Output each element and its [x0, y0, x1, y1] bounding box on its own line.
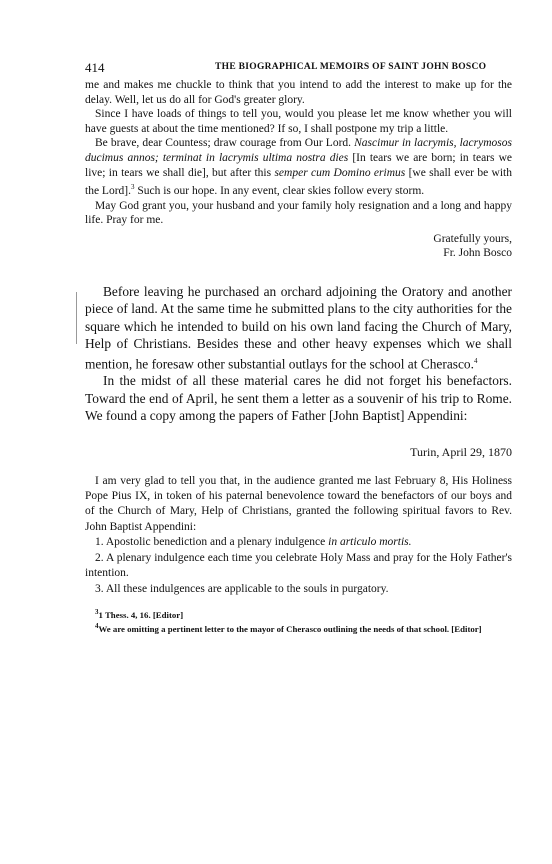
main-text	[85, 283, 512, 425]
latin-quote-1: Nascimur in lacrymis, lacrymosos ducimus annos; terminat in lacrymis ultima nostra dies	[85, 137, 512, 164]
footnote-4	[85, 621, 512, 635]
footnote-ref-3: 3	[130, 183, 135, 192]
body-p1-text: Before leaving he purchased an orchard adjoining the Oratory and another piece of land. At the same time he submitted plans to the city authorities for the square which he intended to build on his own land facing the Church of Mary, Help of Christians. Besides these and other heavy expenses which we shall mention, he foresaw other substantial outlays for the school at Cherasco.	[85, 283, 512, 372]
letter1-paragraph-3	[85, 136, 512, 198]
latin-quote-2: semper cum Domino erimus	[274, 166, 406, 179]
body-paragraph-1	[85, 283, 512, 373]
footnote-3	[85, 607, 512, 621]
item1-text: 1. Apostolic benediction and a plenary indulgence	[95, 536, 329, 549]
closing: Gratefully yours,	[433, 232, 512, 245]
running-head: THE BIOGRAPHICAL MEMOIRS OF SAINT JOHN BOSCO	[215, 62, 487, 72]
indulgence-item-3: 3. All these indulgences are applicable to the souls in purgatory.	[95, 582, 389, 595]
letter1-signoff	[85, 232, 512, 261]
body-paragraph-2: In the midst of all these material cares he did not forget his benefactors. Toward the end of April, he sent them a letter as a souvenir of his trip to Rome. We found a copy among the papers of Father [John Baptist] Appendini:	[85, 373, 512, 424]
indulgence-item-2: 2. A plenary indulgence each time you celebrate Holy Mass and pray for the Holy Father's intention.	[85, 551, 512, 580]
letter1-p3-text-d: Such is our hope. In any event, clear skies follow every storm.	[134, 184, 425, 197]
letter2-paragraph-1: I am very glad to tell you that, in the audience granted me last February 8, His Holiness Pope Pius IX, in token of his paternal benevolence toward the benefactors of our boys and of the Church of Mary, Help of Christians, granted the following spiritual favors to Rev. John Baptist Appendini:	[85, 474, 512, 533]
footnote-ref-4: 4	[473, 356, 478, 365]
footnote-4-text: We are omitting a pertinent letter to the mayor of Cherasco outlining the needs of that school. [Editor]	[98, 623, 482, 634]
letter-to-countess	[85, 78, 512, 261]
footnote-3-mark: 3	[95, 607, 99, 616]
footnote-4-mark: 4	[95, 622, 99, 631]
page	[85, 60, 512, 635]
page-number: 414	[85, 60, 105, 75]
letter1-p3-text-a: Be brave, dear Countess; draw courage from Our Lord.	[95, 137, 355, 150]
letter2-date: Turin, April 29, 1870	[410, 444, 512, 459]
indulgence-item-1	[85, 535, 512, 550]
item1-latin: in articulo mortis.	[328, 536, 412, 549]
letter1-paragraph-4: May God grant you, your husband and your family holy resignation and a long and happy life. Pray for me.	[85, 199, 512, 227]
letter-to-benefactors	[85, 474, 512, 597]
letter1-paragraph-2: Since I have loads of things to tell you, would you please let me know whether you will have guests at about the time mentioned? If so, I shall postpone my trip a little.	[85, 108, 512, 135]
letter1-p3-text-b: [In tears we are born; in tears we live; in tears we shall die], but after this	[85, 151, 513, 179]
footnotes	[85, 607, 512, 635]
letter1-p3-text-c: [we shall ever be with the Lord].	[85, 166, 513, 197]
page-header	[85, 60, 512, 78]
signature: Fr. John Bosco	[443, 247, 512, 260]
letter1-paragraph-1: me and makes me chuckle to think that you intend to add the interest to make up for the delay. Well, let us do all for God's greater glory.	[85, 79, 512, 106]
footnote-3-text: 1 Thess. 4, 16. [Editor]	[98, 609, 184, 620]
margin-mark	[76, 292, 77, 344]
